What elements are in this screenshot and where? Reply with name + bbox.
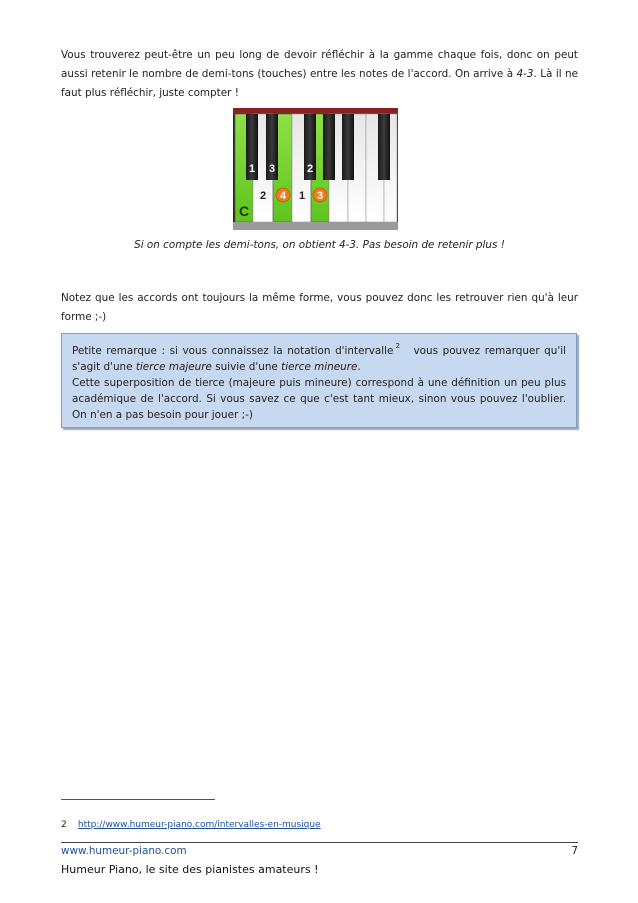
note-italic-minor: tierce mineure [281,361,358,373]
white-key-number-2: 2 [259,190,267,202]
key-bed [233,222,398,230]
white-key-number-3: 3 [316,190,324,202]
black-key-number-1: 1 [248,163,256,175]
black-key-gs [323,114,335,180]
footnote-ref: 2 [395,342,400,350]
root-note-label: C [238,203,250,219]
black-key-number-3: 3 [268,163,276,175]
intro-paragraph [61,46,578,103]
note-box [61,333,577,428]
piano-felt [233,108,398,114]
black-key-as [342,114,354,180]
note-text-3: suivie d'une [211,361,282,373]
footer-url[interactable]: www.humeur-piano.com [61,845,187,857]
page-number: 7 [571,845,578,857]
intro-text-1: Vous trouverez peut-être un peu long de devoir réfléchir à la gamme chaque fois, donc on peut aussi retenir le nombre de demi-tons (touches) entre les notes de l'accord. On arrive à [61,49,578,80]
footer-divider [61,842,578,843]
note-italic-major: tierce majeure [135,361,212,373]
piano-chord-diagram [233,108,398,230]
note-text-4: . [357,361,361,373]
note-paragraph-2: Cette superposition de tierce (majeure puis mineure) correspond à une définition un peu plus académique de l'accord. Si vous savez ce que c'est tant mieux, sinon vous pouvez l'oublier. On n'en a pas besoin pour jouer ;-) [72,377,566,421]
black-key-number-2: 2 [306,163,314,175]
footnote [61,820,321,830]
footer-tagline: Humeur Piano, le site des pianistes amateurs ! [61,863,319,876]
intro-text-2: . Là il ne faut plus réfléchir, juste compter ! [61,68,578,99]
white-key-number-4: 4 [279,190,287,202]
note-text-1: Petite remarque : si vous connaissez la notation d'intervalle [72,345,394,357]
figure-caption: Si on compte les demi-tons, on obtient 4-3. Pas besoin de retenir plus ! [134,239,505,251]
footnote-divider [61,799,215,800]
note-paragraph-1 [72,338,566,375]
footnote-number: 2 [61,820,67,830]
black-key-cs2 [378,114,390,180]
note-text-2: vous pouvez remarquer qu'il s'agit d'une [72,345,566,373]
paragraph-forms: Notez que les accords ont toujours la même forme, vous pouvez donc les retrouver rien qu'à leur forme ;-) [61,292,578,323]
white-key-number-1: 1 [298,190,306,202]
intro-italic: 4-3 [516,68,534,80]
footnote-link[interactable]: http://www.humeur-piano.com/intervalles-en-musique [77,820,321,830]
